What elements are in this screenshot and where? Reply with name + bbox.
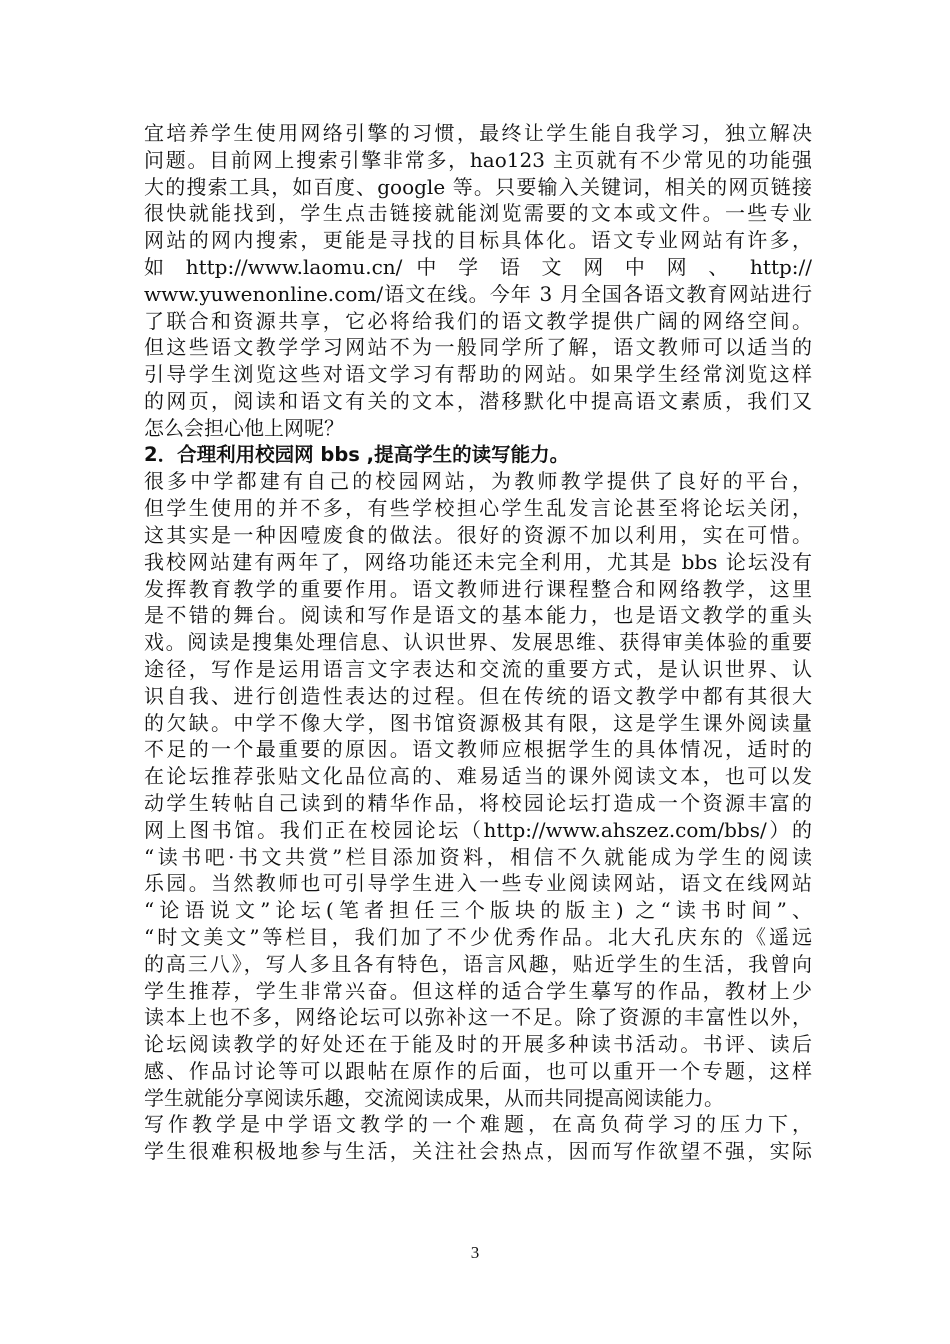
text-line: 识自我、进行创造性表达的过程。但在传统的语文教学中都有其很大 xyxy=(144,683,812,708)
text-line: 了联合和资源共享，它必将给我们的语文教学提供广阔的网络空间。 xyxy=(144,308,812,333)
text-line: 戏。阅读是搜集处理信息、认识世界、发展思维、获得审美体验的重要 xyxy=(144,630,812,655)
text-line: 是不错的舞台。阅读和写作是语文的基本能力，也是语文教学的重头 xyxy=(144,603,812,628)
text-line: 怎么会担心他上网呢？ xyxy=(144,415,344,440)
text-line: 但学生使用的并不多，有些学校担心学生乱发言论甚至将论坛关闭， xyxy=(144,496,812,521)
text-line: 的欠缺。中学不像大学，图书馆资源极其有限，这是学生课外阅读量 xyxy=(144,710,812,735)
text-line: 途径，写作是运用语言文字表达和交流的重要方式，是认识世界、认 xyxy=(144,656,812,681)
text-line: 学生就能分享阅读乐趣，交流阅读成果，从而共同提高阅读能力。 xyxy=(144,1085,724,1110)
text-line: 乐园。当然教师也可引导学生进入一些专业阅读网站，语文在线网站 xyxy=(144,871,812,896)
text-line: 的网页，阅读和语文有关的文本，潜移默化中提高语文素质，我们又 xyxy=(144,388,812,413)
text-line: 学生很难积极地参与生活，关注社会热点，因而写作欲望不强，实际 xyxy=(144,1139,812,1164)
text-line: 大的搜索工具，如百度、google 等。只要输入关键词，相关的网页链接 xyxy=(144,174,812,199)
text-line: 很快就能找到，学生点击链接就能浏览需要的文本或文件。一些专业 xyxy=(144,201,812,226)
text-line: www.yuwenonline.com/语文在线。今年 3 月全国各语文教育网站进行 xyxy=(144,281,812,306)
text-line: 动学生转帖自己读到的精华作品，将校园论坛打造成一个资源丰富的 xyxy=(144,790,812,815)
text-line: 的高三八》，写人多且各有特色，语言风趣，贴近学生的生活，我曾向 xyxy=(144,951,812,976)
page-number: 3 xyxy=(470,1243,480,1262)
text-line: 网上图书馆。我们正在校园论坛（http://www.ahszez.com/bbs/）的 xyxy=(144,817,812,842)
text-line: 学生推荐，学生非常兴奋。但这样的适合学生摹写的作品，教材上少 xyxy=(144,978,812,1003)
text-line: 我校网站建有两年了，网络功能还未完全利用，尤其是 bbs 论坛没有 xyxy=(144,549,812,574)
text-line: 但这些语文教学学习网站不为一般同学所了解，语文教师可以适当的 xyxy=(144,335,812,360)
text-line: 写作教学是中学语文教学的一个难题，在高负荷学习的压力下， xyxy=(144,1112,812,1137)
text-line: 问题。目前网上搜索引擎非常多，hao123 主页就有不少常见的功能强 xyxy=(144,147,812,172)
text-line: 论坛阅读教学的好处还在于能及时的开展多种读书活动。书评、读后 xyxy=(144,1032,812,1057)
text-line: 引导学生浏览这些对语文学习有帮助的网站。如果学生经常浏览这样 xyxy=(144,362,812,387)
text-line: 宜培养学生使用网络引擎的习惯，最终让学生能自我学习，独立解决 xyxy=(144,121,812,145)
text-line: 读本上也不多，网络论坛可以弥补这一不足。除了资源的丰富性以外， xyxy=(144,1005,812,1030)
text-line: “论语说文”论坛(笔者担任三个版块的版主) 之“读书时间”、 xyxy=(144,898,812,923)
text-line: 发挥教育教学的重要作用。语文教师进行课程整合和网络教学，这里 xyxy=(144,576,812,601)
text-line: 不足的一个最重要的原因。语文教师应根据学生的具体情况，适时的 xyxy=(144,737,812,762)
text-line: 如 http://www.laomu.cn/ 中 学 语 文 网 中 网 、 http:// xyxy=(144,254,812,279)
text-line: “读书吧·书文共赏”栏目添加资料，相信不久就能成为学生的阅读 xyxy=(144,844,812,869)
body-text xyxy=(144,120,812,1165)
text-line: “时文美文”等栏目，我们加了不少优秀作品。北大孔庆东的《遥远 xyxy=(144,924,812,949)
text-line: 很多中学都建有自己的校园网站，为教师教学提供了良好的平台， xyxy=(144,469,812,494)
text-line: 在论坛推荐张贴文化品位高的、难易适当的课外阅读文本，也可以发 xyxy=(144,764,812,789)
text-line: 感、作品讨论等可以跟帖在原作的后面，也可以重开一个专题，这样 xyxy=(144,1058,812,1083)
text-line: 网站的网内搜索，更能是寻找的目标具体化。语文专业网站有许多， xyxy=(144,228,812,253)
text-line: 这其实是一种因噎废食的做法。很好的资源不加以利用，实在可惜。 xyxy=(144,522,812,547)
section-heading: 2．合理利用校园网 bbs ,提高学生的读写能力。 xyxy=(144,442,570,466)
